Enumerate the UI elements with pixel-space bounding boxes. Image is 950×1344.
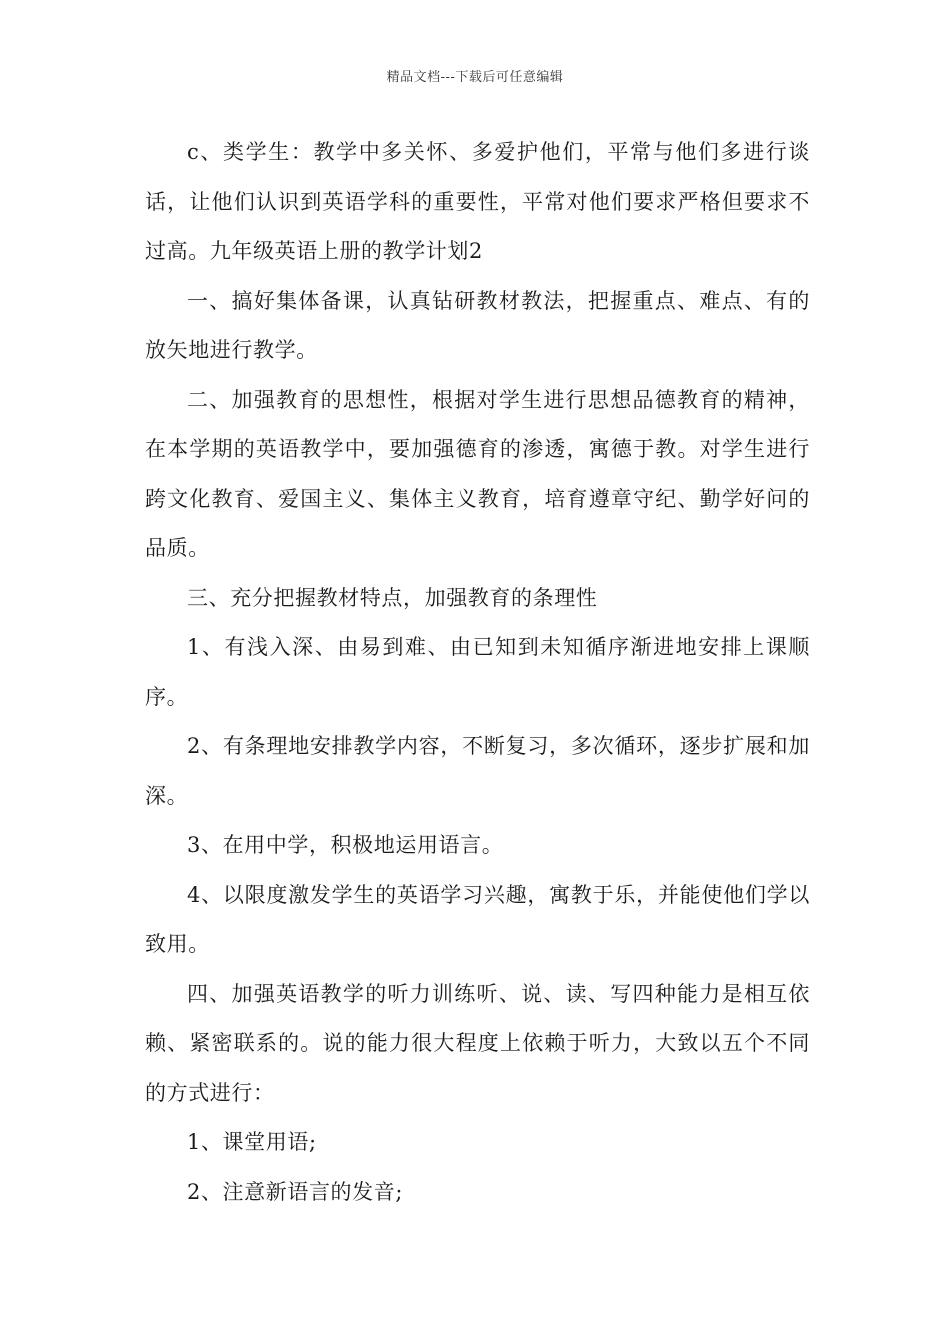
paragraph-c-students: c、类学生：教学中多关怀、多爱护他们，平常与他们多进行谈话，让他们认识到英语学科的重要性，平常对他们要求严格但要求不过高。九年级英语上册的教学计划2 — [145, 140, 810, 263]
paragraph-listening-item-1: 1、课堂用语; — [187, 1130, 317, 1154]
paragraph-item-4: 4、以限度激发学生的英语学习兴趣，寓教于乐，并能使他们学以致用。 — [145, 882, 810, 956]
paragraph-listening-item-2: 2、注意新语言的发音; — [187, 1179, 404, 1204]
paragraph-section-1: 一、搞好集体备课，认真钻研教材教法，把握重点、难点、有的放矢地进行教学。 — [145, 288, 810, 362]
paragraph-section-3-heading: 三、充分把握教材特点，加强教育的条理性 — [187, 585, 598, 610]
document-body — [145, 128, 810, 1217]
page-header: 精品文档---下载后可任意编辑 — [386, 70, 564, 85]
paragraph-item-1: 1、有浅入深、由易到难、由已知到未知循序渐进地安排上课顺序。 — [145, 635, 810, 709]
paragraph-section-2: 二、加强教育的思想性，根据对学生进行思想品德教育的精神，在本学期的英语教学中，要加强德育的渗透，寓德于教。对学生进行跨文化教育、爱国主义、集体主义教育，培育遵章守纪、勤学好问的品质。 — [145, 387, 810, 560]
paragraph-item-2: 2、有条理地安排教学内容，不断复习，多次循环，逐步扩展和加深。 — [145, 734, 810, 808]
paragraph-item-3: 3、在用中学，积极地运用语言。 — [187, 833, 504, 857]
paragraph-section-4: 四、加强英语教学的听力训练听、说、读、写四种能力是相互依赖、紧密联系的。说的能力很大程度上依赖于听力，大致以五个不同的方式进行： — [145, 981, 810, 1105]
